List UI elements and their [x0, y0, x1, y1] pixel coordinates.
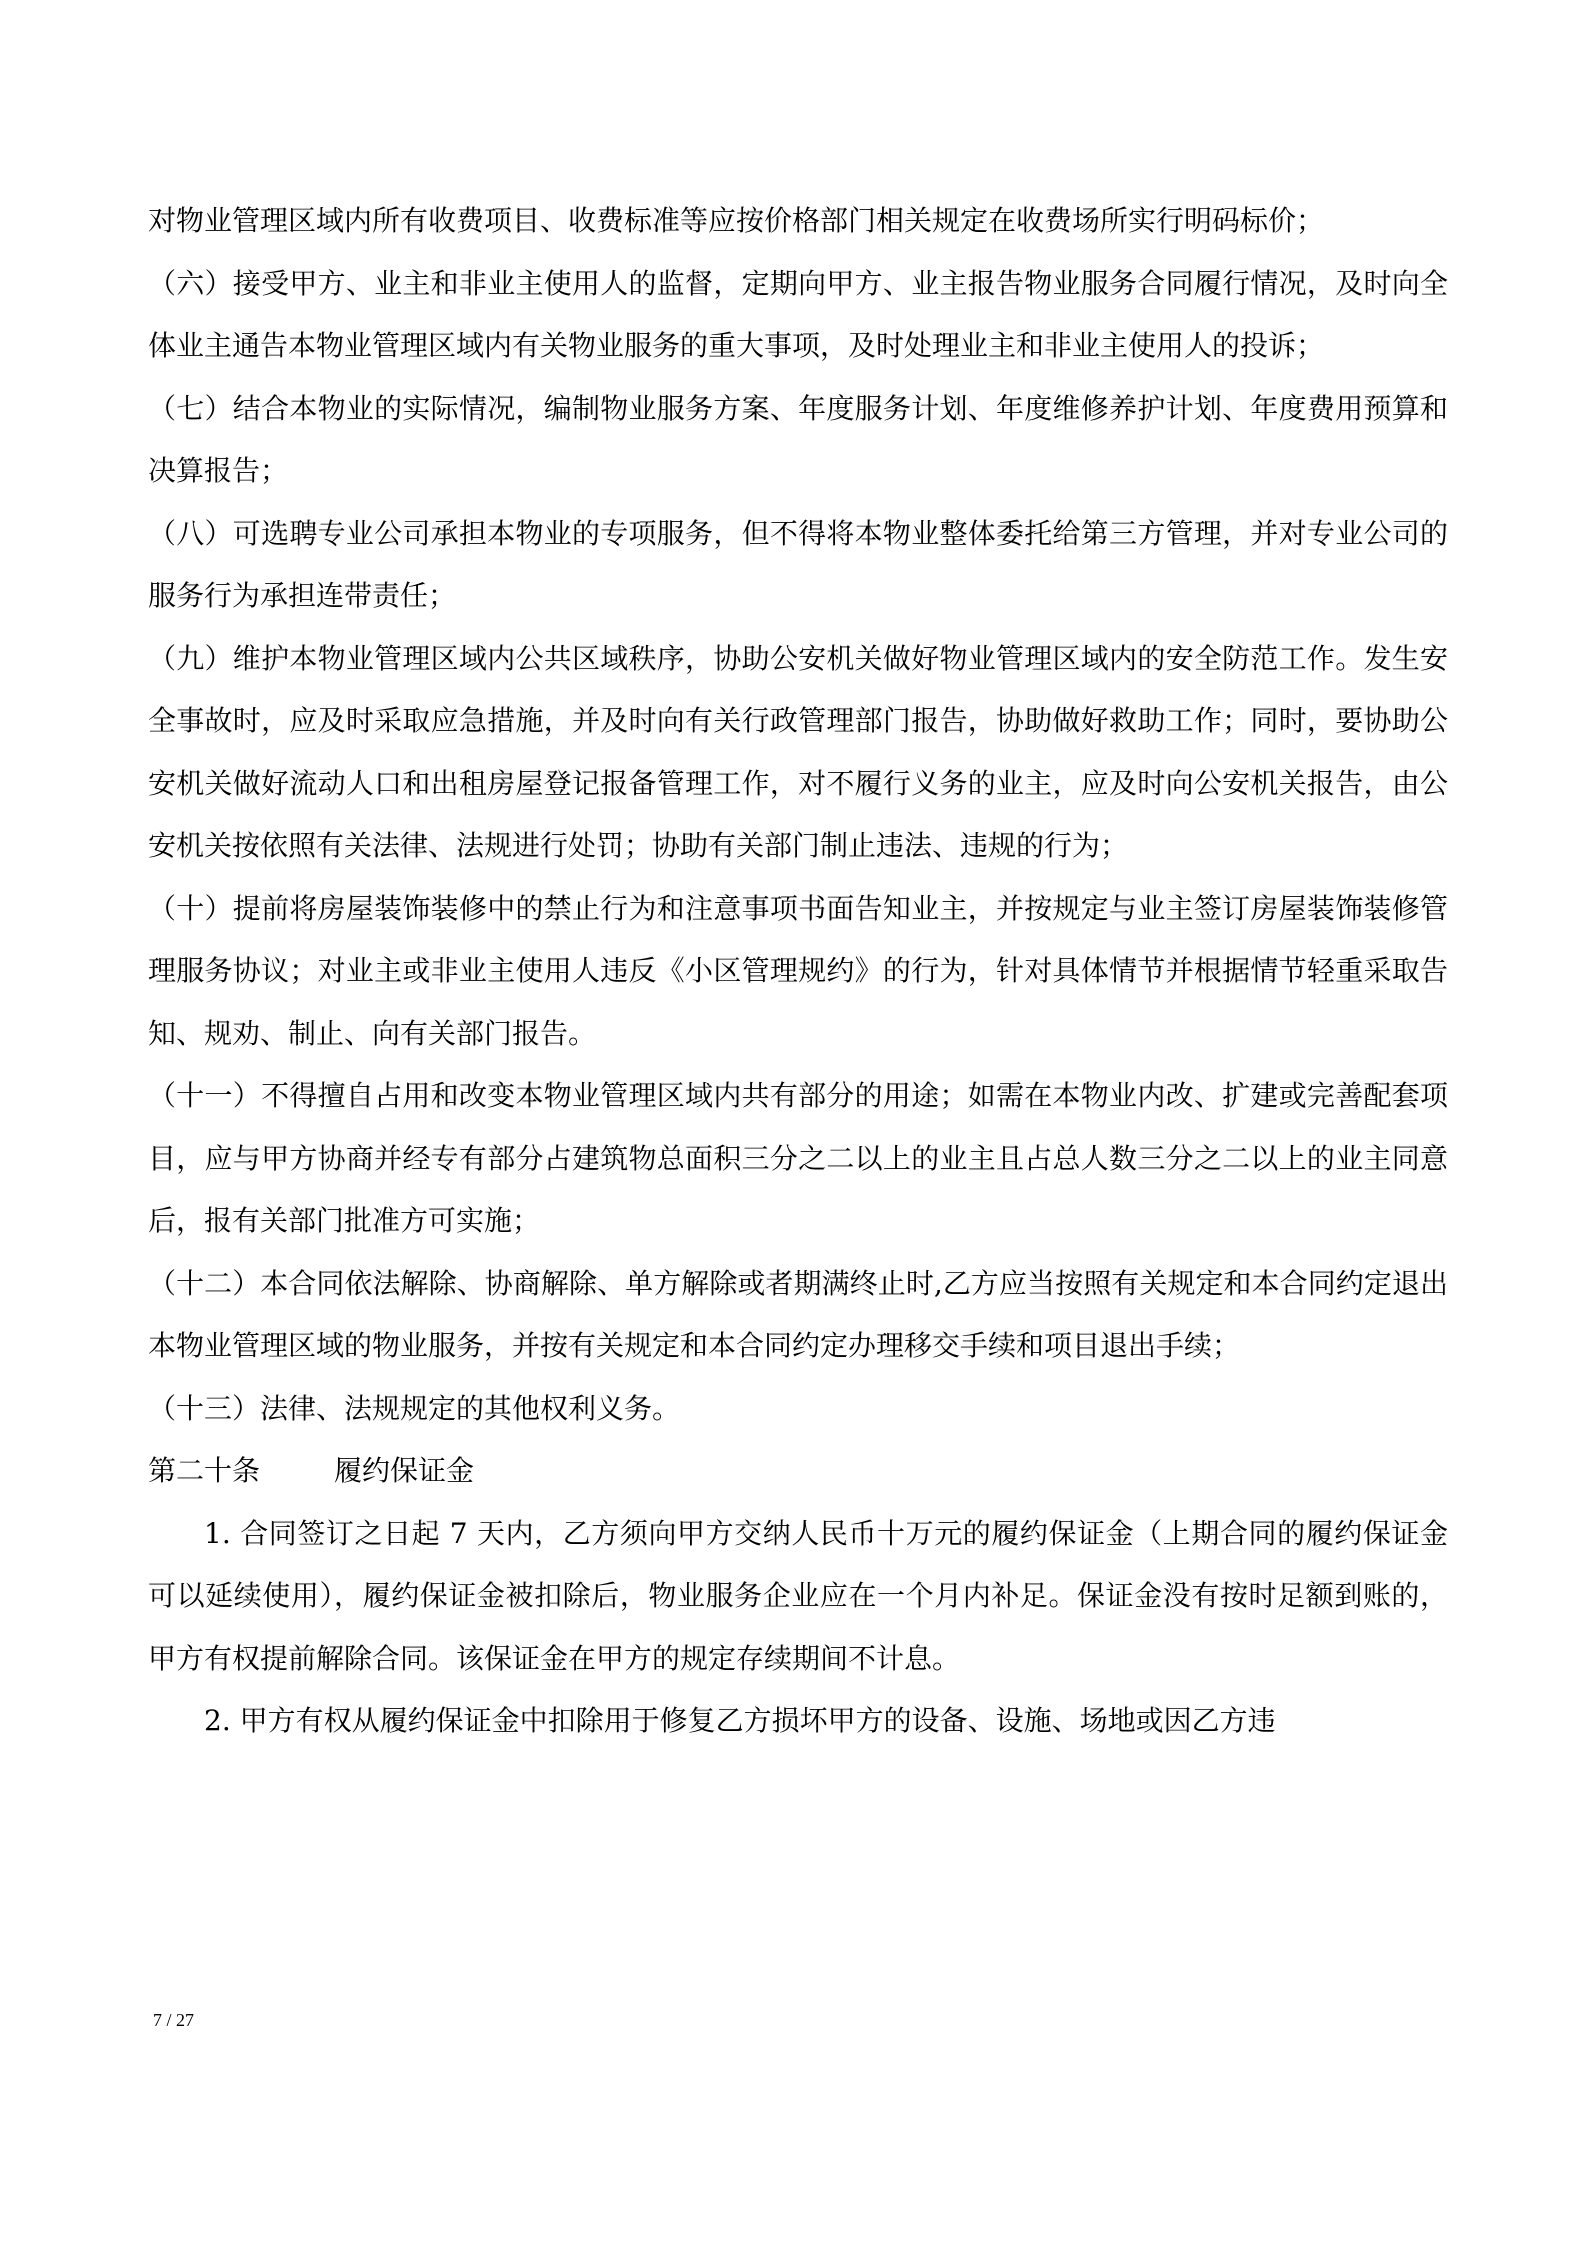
paragraph-item-13: （十三）法律、法规规定的其他权利义务。	[148, 1391, 681, 1425]
article-title: 履约保证金	[334, 1454, 475, 1487]
paragraph-item-6: （六）接受甲方、业主和非业主使用人的监督，定期向甲方、业主报告物业服务合同履行情况，及时向全体业主通告本物业管理区域内有关物业服务的重大事项，及时处理业主和非业主使用人的投诉；	[148, 266, 1448, 362]
page-number: 7 / 27	[153, 2010, 195, 2030]
paragraph-item-8: （八）可选聘专业公司承担本物业的专项服务，但不得将本物业整体委托给第三方管理，并对专业公司的服务行为承担连带责任；	[148, 516, 1448, 612]
paragraph-price-disclosure: 对物业管理区域内所有收费项目、收费标准等应按价格部门相关规定在收费场所实行明码标价；	[148, 204, 1325, 237]
paragraph-item-10: （十）提前将房屋装饰装修中的禁止行为和注意事项书面告知业主，并按规定与业主签订房屋装饰装修管理服务协议；对业主或非业主使用人违反《小区管理规约》的行为，针对具体情节并根据情节轻重采取告知、规劝、制止、向有关部门报告。	[148, 891, 1448, 1050]
clause-2: 2. 甲方有权从履约保证金中扣除用于修复乙方损坏甲方的设备、设施、场地或因乙方违	[204, 1704, 1276, 1737]
article-heading	[148, 1440, 1448, 1503]
document-body	[148, 190, 1448, 1753]
paragraph-item-12: （十二）本合同依法解除、协商解除、单方解除或者期满终止时,乙方应当按照有关规定和本合同约定退出本物业管理区域的物业服务，并按有关规定和本合同约定办理移交手续和项目退出手续；	[148, 1266, 1448, 1362]
article-number: 第二十条	[148, 1454, 261, 1487]
paragraph-item-7: （七）结合本物业的实际情况，编制物业服务方案、年度服务计划、年度维修养护计划、年度费用预算和决算报告；	[148, 391, 1448, 487]
paragraph-item-9: （九）维护本物业管理区域内公共区域秩序，协助公安机关做好物业管理区域内的安全防范工作。发生安全事故时，应及时采取应急措施，并及时向有关行政管理部门报告，协助做好救助工作；同时，要协助公安机关做好流动人口和出租房屋登记报备管理工作，对不履行义务的业主，应及时向公安机关报告，由公安机关按依照有关法律、法规进行处罚；协助有关部门制止违法、违规的行为；	[148, 641, 1448, 862]
paragraph-item-11: （十一）不得擅自占用和改变本物业管理区域内共有部分的用途；如需在本物业内改、扩建或完善配套项目，应与甲方协商并经专有部分占建筑物总面积三分之二以上的业主且占总人数三分之二以上的业主同意后，报有关部门批准方可实施；	[148, 1079, 1448, 1237]
clause-1: 1. 合同签订之日起 7 天内，乙方须向甲方交纳人民币十万元的履约保证金（上期合同的履约保证金可以延续使用），履约保证金被扣除后，物业服务企业应在一个月内补足。保证金没有按时足额到账的，甲方有权提前解除合同。该保证金在甲方的规定存续期间不计息。	[148, 1516, 1448, 1675]
